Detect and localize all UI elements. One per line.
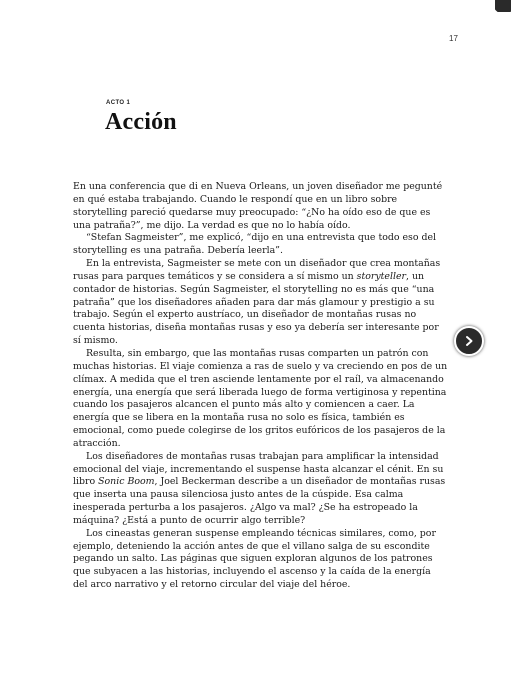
close-button[interactable] (495, 0, 511, 12)
paragraph (73, 528, 448, 592)
paragraph-text: , un contador de historias. Según Sagmeister, el storytelling no es más que “una patraña” que los diseñadores añaden para dar más glamour y prestigio a su trabajo. Según el experto austríaco, un diseñador de montañas rusas no cuenta historias, diseña montañas rusas y eso ya debería ser interesante por sí mismo. (73, 270, 439, 347)
next-page-button[interactable] (454, 326, 484, 356)
paragraph-text: Resulta, sin embargo, que las montañas rusas comparten un patrón con muchas historias. El viaje comienza a ras de suelo y va creciendo en pos de un clímax. A medida que el tren asciende lentamente por el raíl, va almacenando energía, una energía que será liberada luego de forma vertiginosa y repentina cuando los pasajeros alcancen el punto más alto y comiencen a caer. La energía que se libera en la montaña rusa no solo es física, también es emocional, como puede colegirse de los gritos eufóricos de los pasajeros de la atracción. (73, 347, 448, 449)
paragraph (73, 232, 448, 258)
chapter-body (73, 181, 448, 592)
paragraph-text: Los cineastas generan suspense empleando técnicas similares, como, por ejemplo, deteniendo la acción antes de que el villano salga de su escondite pegando un salto. Las páginas que siguen exploran algunos de los patrones que subyacen a las historias, incluyendo el ascenso y la caída de la energía del arco narrativo y el retorno circular del viaje del héroe. (73, 527, 436, 591)
paragraph (73, 181, 448, 232)
paragraph (73, 258, 448, 348)
paragraph-text: , Joel Beckerman describe a un diseñador de montañas rusas que inserta una pausa silenciosa justo antes de la cúspide. Esa calma inesperada perturba a los pasajeros. ¿Algo va mal? ¿Se ha estropeado la máquina? ¿Está a punto de ocurrir algo terrible? (73, 476, 446, 526)
italic-text: Sonic Boom (98, 476, 155, 488)
paragraph-text: En una conferencia que di en Nueva Orleans, un joven diseñador me pegunté en qué estaba trabajando. Cuando le respondí que en un libro sobre storytelling pareció quedarse muy preocupado: “¿No ha oído eso de que es una patraña?”, me dijo. La verdad es que no lo había oído. (73, 181, 443, 231)
chevron-right-icon (463, 335, 475, 347)
page-number: 17 (449, 34, 458, 43)
chapter-title: Acción (105, 109, 177, 135)
paragraph-text: “Stefan Sagmeister”, me explicó, “dijo en una entrevista que todo eso del storytelling es una patraña. Debería leerla”. (73, 232, 437, 257)
paragraph (73, 348, 448, 451)
paragraph-text: Los diseñadores de montañas rusas trabajan para amplificar la intensidad emocional del viaje, incrementando el suspense hasta alcanzar el cénit. En su libro (73, 450, 444, 488)
close-icon (495, 0, 511, 12)
paragraph-text: En la entrevista, Sagmeister se mete con un diseñador que crea montañas rusas para parques temáticos y se considera a sí mismo un (73, 258, 441, 282)
act-label: ACTO 1 (106, 100, 131, 106)
italic-text: storyteller (356, 270, 406, 282)
paragraph (73, 451, 448, 528)
